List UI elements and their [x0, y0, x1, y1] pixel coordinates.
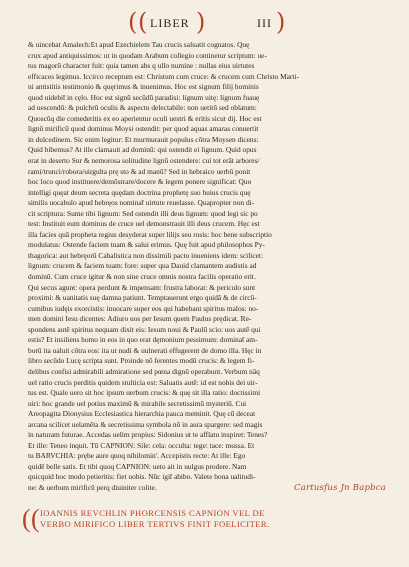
running-header [0, 10, 409, 36]
colophon-bracket-ornament: (( [22, 504, 41, 533]
text-line: estis? Et insiliens homo in eos in quo erat dęmonium pessimum: dominat̄ am- [28, 335, 258, 345]
text-line: uiri: hoc grande uel potius maximū & mirabile secretissimū mysteriū. Cui [28, 398, 247, 408]
text-line: illa facies quā propheta regius desyderat super lilijs seu rosis: hoc bene subscriptio [28, 229, 272, 239]
handwritten-signature: Cartusfus Jn Bapbca [294, 483, 386, 493]
text-line: test: Instituit eum dominus de cruce uel demonstrauit illi deus crucem. Hęc est [28, 219, 260, 229]
text-line: & uincebat Amalech:Et apud Ezechielem Tau crucis saluatit cognatos. Quę [28, 40, 250, 49]
text-line: ad uescendū: & pulchrū oculis & aspectu delectabile: non uetitū sed oblatum: [28, 103, 257, 113]
text-line: tu BARVCHIA: prębe aure quoq nihilomin'. Accepistis recte: At ille: Ego [28, 451, 246, 461]
colophon [22, 504, 390, 533]
text-line: crux apud antiquissimos: ut in quodam Arabum collegio continetur scriptum: ue- [28, 50, 267, 60]
colophon-line-2: VERBO MIRIFICO LIBER TERTIVS FINIT FOELICITER. [40, 518, 270, 529]
text-line: rami/trunci/robora/uirgulta prę sto & ad manū? Sed in hebraico uerbū ponit [28, 166, 251, 176]
text-line: erat in deserto Sur & nemorosa solitudine lignū ostendere: cui tot erāt arbores/ [28, 156, 260, 166]
text-line: Qui secus agunt: opera perdunt & impensam: frustra laborat: & periculo sunt [28, 282, 256, 292]
left-bracket-ornament: ( [128, 8, 138, 36]
right-bracket-ornament: ) [196, 8, 206, 36]
right-bracket-ornament-2: ) [276, 8, 286, 36]
text-line: Quid bibemus? At ille clamauit ad dominū: qui ostendit ei lignum. Quid opus [28, 145, 257, 155]
text-line: spondens autē spiritus nequam dixit eis: Iesum noui & Paulū scio: uos autē qui [28, 324, 261, 334]
text-line: tus magorū character fuit: quia tamen abs q ullo numine : nullas eius uirtutes [28, 61, 255, 71]
running-title: LIBER [150, 16, 190, 30]
text-line: borū ita ualuit cōtra eos: ita ut nudi & uulnerati effugerent de domo illa. Hęc in [28, 345, 262, 355]
text-line: similis uocabulo apud hebręos nominat̄ uirtute reuelasse. Quapropter non di- [28, 198, 255, 208]
text-line: libro secūdo Lucę scripta sunt. Proinde nō ferentes modū crucis: & legem fi- [28, 356, 255, 366]
colophon-line-1: IOANNIS REVCHLIN PHORCENSIS CAPNION VEL DE [40, 508, 265, 518]
text-line: thagorica: aut hebręorū Cabalistica non dissimili pacto inueniens idem: scilicet: [28, 250, 263, 260]
text-line: cit scriptura: Sume tibi lignum: Sed ostendit illi deus lignum: quod legi sic po [28, 208, 258, 218]
text-line: lignū mirificū quod dominus Moysi ostendit: per quod aquas amaras conuertit [28, 124, 259, 134]
text-line: arcana scilicet uelamēta & secretissima symbola nō in aura spargere: sed magis [28, 419, 263, 429]
text-line: efficaces legimus. Iccirco receptum est: Christum cum cruce: & crucem cum Christo Marti- [28, 71, 299, 81]
text-line: Quoscūq die comederitis ex eo aperientur oculi uestri & eritis sicut dij. Hoc est [28, 113, 262, 123]
text-line: hoc loco quod instituere/demōstrare/docere & legem ponere significat: Quo [28, 177, 252, 187]
text-line: uel ratio crucis perditis quidem stulticia est: Saluatis autē: id est nobis dei uir- [28, 377, 258, 387]
text-line: cumibus iudęis exorcistis: inuocare super eos qui habebant spiritus malos: no- [28, 303, 259, 313]
text-line: proximi: & uanitatis suę damna patiunt. Temptauerunt ergo quidā & de circū- [28, 293, 257, 303]
text-line: tus est. Quale uero sit hoc ipsum uerbum crucis: & quę sit illa ratio: doctissimi [28, 388, 261, 398]
text-line: modulatus: Ostende faciem tuam & salui erimus. Quę fuit apud philosophos Py- [28, 240, 265, 250]
text-line: ni antistitis testimonio & quęrimus & inuenimus. Hoc est signum filij hominis [28, 82, 259, 92]
text-line: in naturam futurae. Accedas uelim propius: Sidonius ut te afflatu inspiret: Tenes? [28, 430, 268, 440]
text-line: quicquid hoc modo petieritis: fiet uobis. Nūc igit̄ abibo. Valete bona ualitudi- [28, 472, 256, 482]
main-text-block [28, 40, 380, 494]
text-line: quod uidebit̄ in cęlo. Hoc est signū secūdū paradisi: lignum uitę: lignum fuauę [28, 92, 260, 102]
text-line: lignum: crucem & faciem tuam: fore: super qua Dauid clamantem audistis ad [28, 261, 257, 271]
book-number: III [257, 16, 272, 30]
text-line: intelligi quęat deum secreta quędam doctrina prophetę suo huius crucis quę [28, 187, 251, 197]
text-line: quidē belle satis. Et tibi quoq CAPNION: ueto ait in uulgus prodere. Nam [28, 461, 247, 471]
text-line: men domini Iesu dicentes: Adiuro uos per Iesum quem Paulus prędicat. Re- [28, 314, 252, 324]
text-line: dominū. Cum cruce igitur & non sine cruce omnis nostra facilis operatio erit. [28, 272, 256, 282]
text-line: delibus confisi admirabili admiratione sed pœna dignū operabunt. Verbum nāq [28, 366, 260, 376]
text-line: Et ille: Teneo inquit. Tū CAPNION: Sile: cela: occulta: tege: tace: mussa. Et [28, 440, 255, 450]
text-line: ne: & uerbum mirificū perq diuiniter colite. [28, 482, 157, 492]
text-line: in dulcedinem. Sic enim legitur: Et murmurauit populus cōtra Moysen dicens: [28, 134, 259, 144]
left-bracket-ornament-inner: ( [138, 8, 148, 36]
text-line: Areopagita Dionysius Ecclesiastica hierarchia pauca meminit. Quę cū deceat [28, 409, 256, 419]
